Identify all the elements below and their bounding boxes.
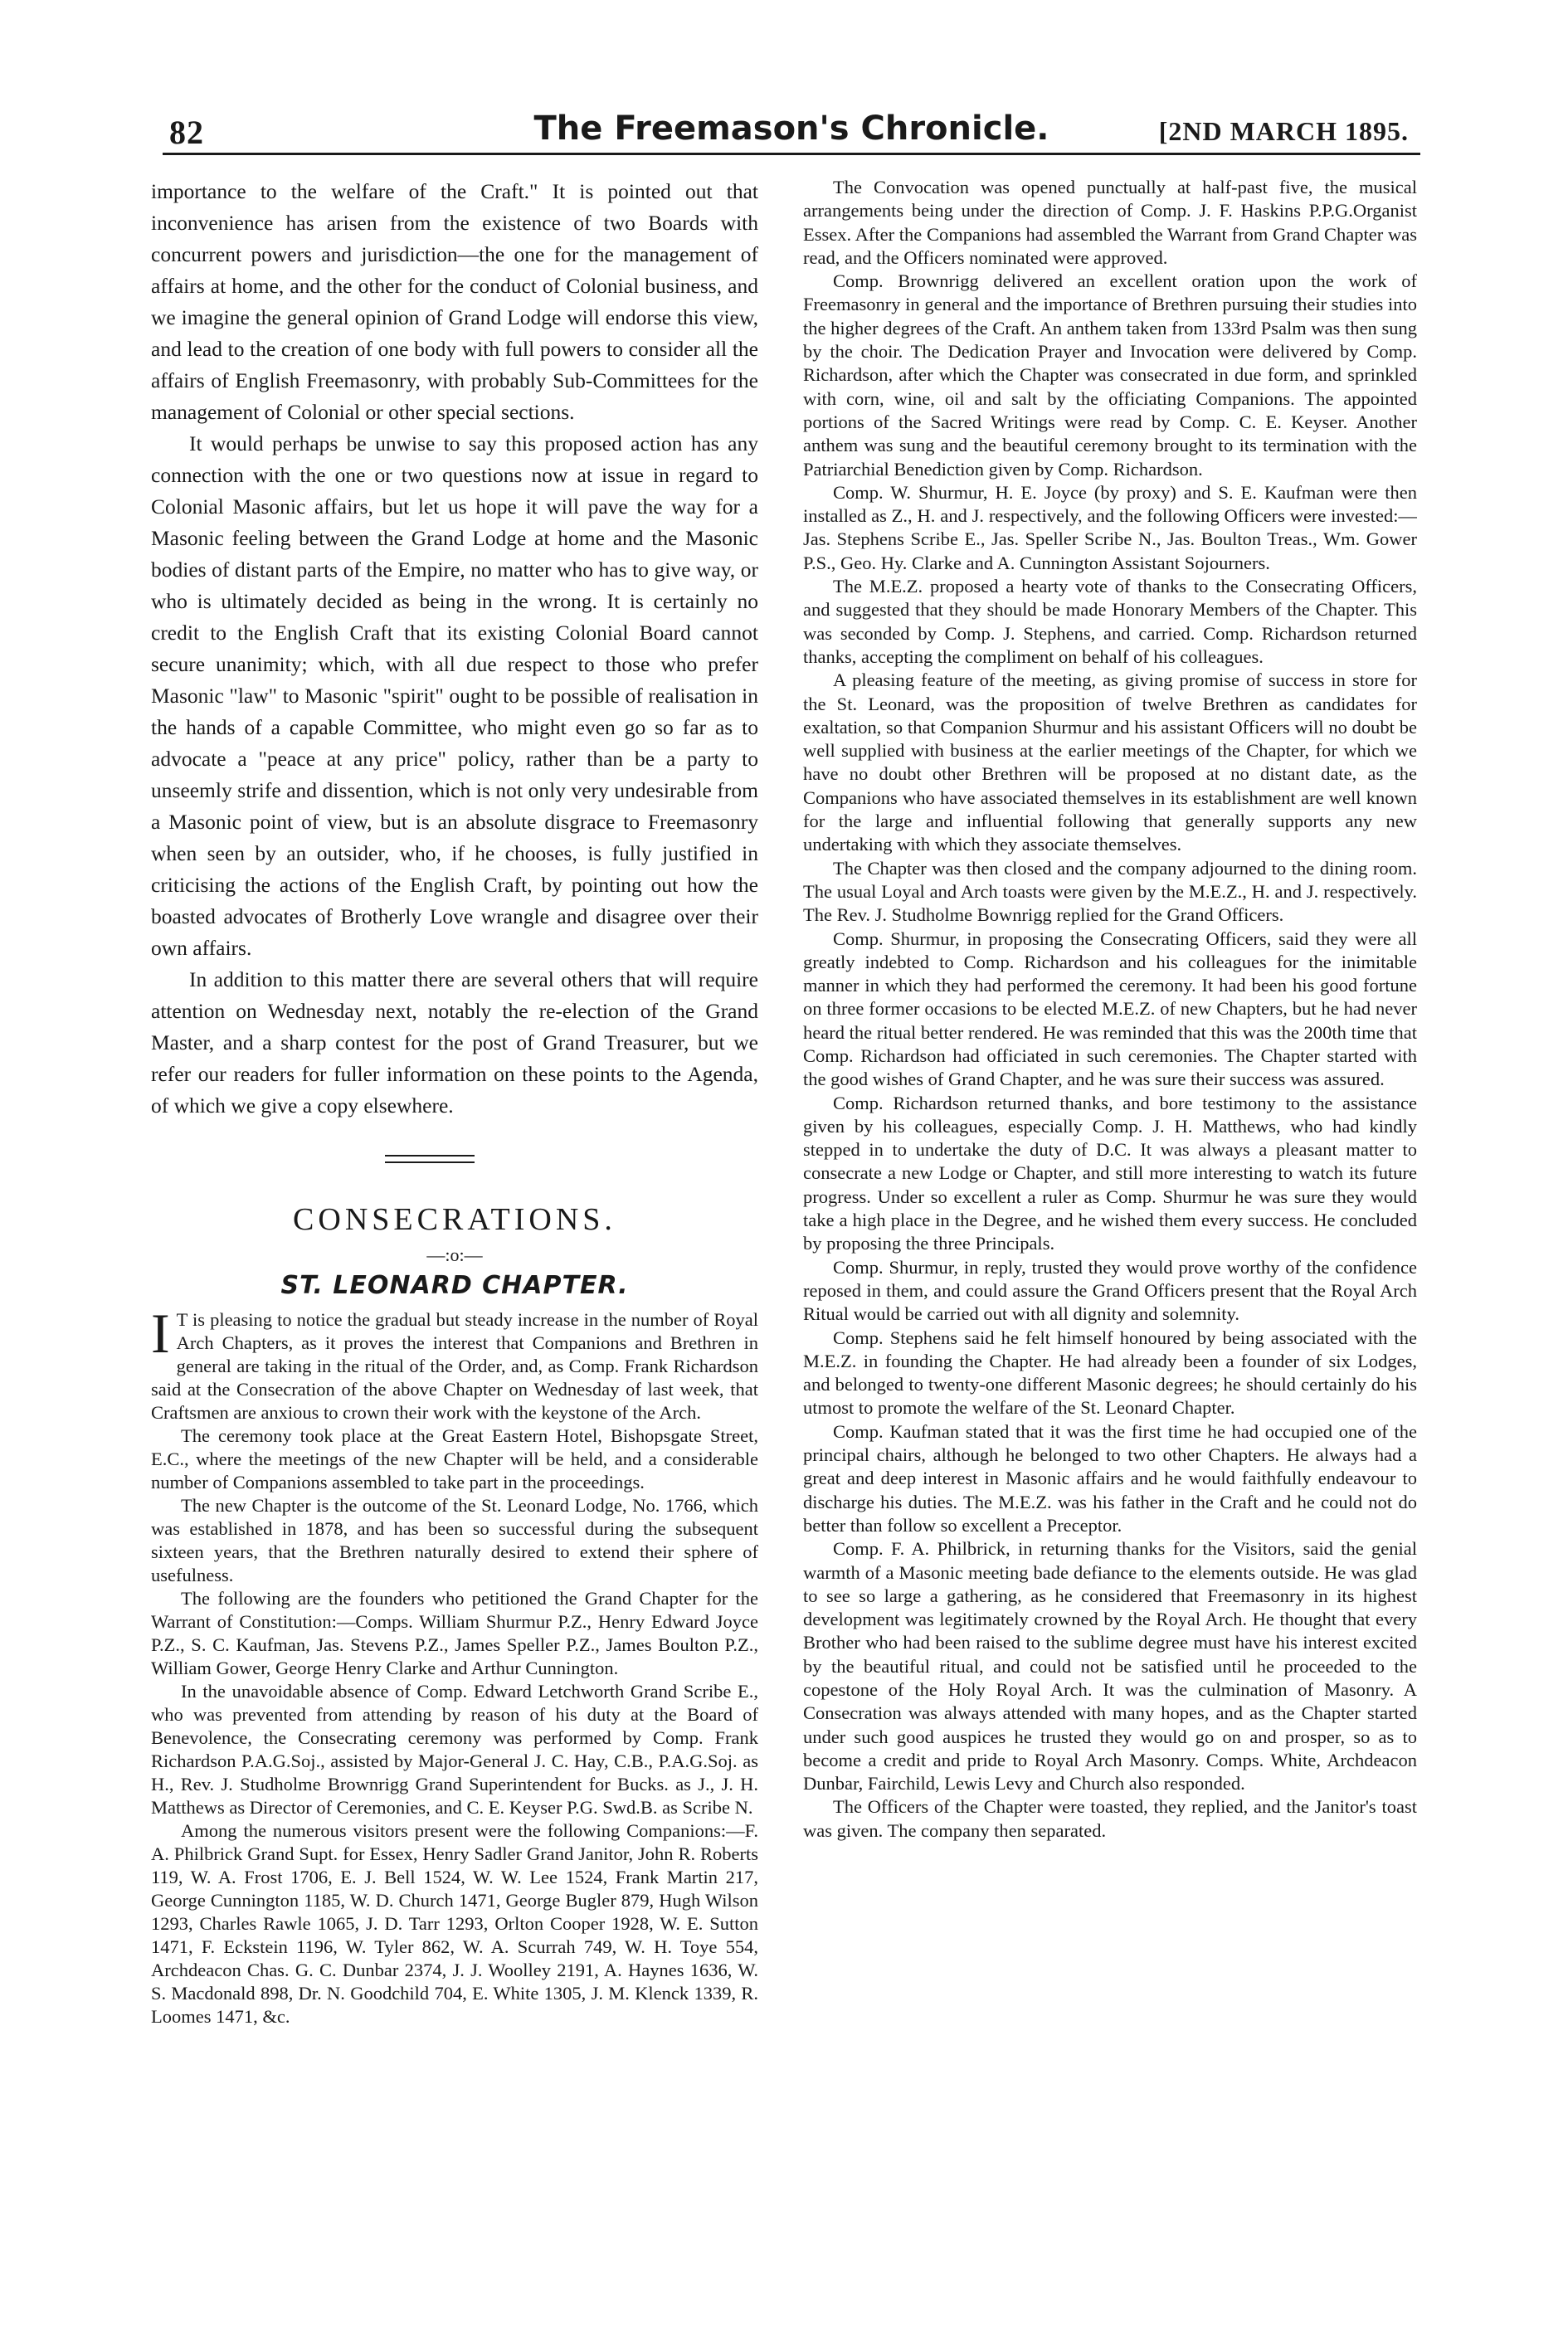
article-paragraph: Comp. Kaufman stated that it was the first time he had occupied one of the principal chairs, although he belonged to two other Chapters. He always had a great and deep interest in Masonic affairs and he would faithfully endeavour to discharge his duties. The M.E.Z. was his father in the Craft and he could not do better than follow so excellent a Preceptor.	[803, 1420, 1417, 1536]
article-heading: ST. LEONARD CHAPTER.	[280, 1271, 629, 1300]
article-paragraph: Comp. Richardson returned thanks, and bore testimony to the assistance given by his colleagues, especially Comp. J. H. Matthews, who had kindly stepped in to undertake the duty of D.C. It was always a pleasant matter to consecrate a new Lodge or Chapter, and still more interesting to watch its future progress. Under so excellent a ruler as Comp. Shurmur he was sure they would take a high place in the Degree, and he wished them every success. He concluded by proposing the three Principals.	[803, 1092, 1417, 1254]
editorial-paragraph: It would perhaps be unwise to say this proposed action has any connection with the one or two questions now at issue in regard to Colonial Masonic affairs, but let us hope it will pave the way for a Masonic feeling between the Grand Lodge at home and the Masonic bodies of distant parts of the Empire, no matter who has to give way, or who is ultimately decided as being in the wrong. It is certainly no credit to the English Craft that its existing Colonial Board cannot secure unanimity; which, with all due respect to those who prefer Masonic "law" to Masonic "spirit" ought to be possible of realisation in the hands of a capable Committee, who might even go so far as to advocate a "peace at any price" policy, rather than be a party to unseemly strife and dissention, which is not only very undesirable from a Masonic point of view, but is an absolute disgrace to Freemasonry when seen by an outsider, who, if he chooses, is fully justified in criticising the actions of the English Craft, by pointing out how the boasted advocates of Brotherly Love wrangle and disagree over their own affairs.	[151, 431, 758, 960]
article-paragraph: The Officers of the Chapter were toasted, they replied, and the Janitor's toast was given. The company then separated.	[803, 1796, 1417, 1841]
article-paragraph: Comp. Stephens said he felt himself honoured by being associated with the M.E.Z. in founding the Chapter. He had already been a founder of six Lodges, and belonged to twenty-one different Masonic degrees; he should certainly do his utmost to promote the welfare of the St. Leonard Chapter.	[803, 1327, 1417, 1419]
editorial-paragraph: importance to the welfare of the Craft." It is pointed out that inconvenience has arisen from the existence of two Boards with concurrent powers and jurisdiction—the one for the management of affairs at home, and the other for the conduct of Colonial business, and we imagine the general opinion of Grand Lodge will endorse this view, and lead to the creation of one body with full powers to consider all the affairs of English Freemasonry, with probably Sub-Committees for the management of Colonial or other special sections.	[151, 179, 758, 424]
editorial-paragraph: In addition to this matter there are several others that will require attention on Wednesday next, notably the re-election of the Grand Master, and a sharp contest for the post of Grand Treasurer, but we refer our readers for fuller information on these points to the Agenda, of which we give a copy elsewhere.	[151, 967, 758, 1118]
ornament-divider: —:o:—	[426, 1244, 483, 1265]
issue-date: [2ND MARCH 1895.	[1158, 116, 1409, 146]
article-paragraph: The M.E.Z. proposed a hearty vote of thanks to the Consecrating Officers, and suggested that they should be made Honorary Members of the Chapter. This was seconded by Comp. J. Stephens, and carried. Comp. Richardson returned thanks, accepting the compliment on behalf of his colleagues.	[803, 576, 1417, 667]
page-header	[163, 106, 1420, 156]
right-column	[803, 176, 1417, 2333]
article-paragraph: The following are the founders who petitioned the Grand Chapter for the Warrant of Constitution:—Comps. William Shurmur P.Z., Henry Edward Joyce P.Z., S. C. Kaufman, Jas. Stevens P.Z., James Speller P.Z., James Boulton P.Z., William Gower, George Henry Clarke and Arthur Cunnington.	[151, 1588, 758, 1678]
article-paragraph: Among the numerous visitors present were the following Companions:—F. A. Philbrick Grand Supt. for Essex, Henry Sadler Grand Janitor, John R. Roberts 119, W. A. Frost 1706, E. J. Bell 1524, W. W. Lee 1524, Frank Martin 217, George Cunnington 1185, W. D. Church 1471, George Bugler 879, Hugh Wilson 1293, Charles Rawle 1065, J. D. Tarr 1293, Orlton Cooper 1928, W. E. Sutton 1471, F. Eckstein 1196, W. Tyler 862, W. A. Scurrah 749, W. H. Toye 554, Archdeacon Chas. G. C. Dunbar 2374, J. J. Woolley 2191, A. Haynes 1636, W. S. Macdonald 898, Dr. N. Goodchild 704, E. White 1305, J. M. Klenck 1339, R. Loomes 1471, &c.	[151, 1820, 758, 2027]
left-column	[151, 176, 758, 2333]
article-paragraph: The new Chapter is the outcome of the St. Leonard Lodge, No. 1766, which was established in 1878, and has been so successful during the subsequent sixteen years, that the Brethren naturally desired to extend their sphere of usefulness.	[151, 1495, 758, 1585]
article-paragraph: The Convocation was opened punctually at half-past five, the musical arrangements being under the direction of Comp. J. F. Haskins P.P.G.Organist Essex. After the Companions had assembled the Warrant from Grand Chapter was read, and the Officers nominated were approved.	[803, 177, 1417, 268]
article-paragraph: The ceremony took place at the Great Eastern Hotel, Bishopsgate Street, E.C., where the meetings of the new Chapter will be held, and a considerable number of Companions assembled to take part in the proceedings.	[151, 1425, 758, 1493]
article-paragraph: The Chapter was then closed and the company adjourned to the dining room. The usual Loyal and Arch toasts were given by the M.E.Z., H. and J. respectively. The Rev. J. Studholme Bownrigg replied for the Grand Officers.	[803, 857, 1417, 926]
article-paragraph: Comp. Shurmur, in proposing the Consecrating Officers, said they were all greatly indebted to Comp. Richardson and his colleagues for the inimitable manner in which they had performed the ceremony. It had been his good fortune on three former occasions to be elected M.E.Z. of new Chapters, but he had never heard the ritual better rendered. He was reminded that this was the 200th time that Comp. Richardson had officiated in such ceremonies. The Chapter started with the good wishes of Grand Chapter, and he was sure their success was assured.	[803, 928, 1417, 1090]
article-paragraph: Comp. Shurmur, in reply, trusted they would prove worthy of the confidence reposed in them, and could assure the Grand Officers present that the Royal Arch Ritual would be carried out with all dignity and solemnity.	[803, 1256, 1417, 1325]
page-number: 82	[169, 114, 204, 151]
header-rule	[163, 153, 1420, 155]
article-body	[151, 1302, 758, 2028]
article-lead-paragraph	[151, 1302, 758, 1424]
section-heading: CONSECRATIONS.	[293, 1202, 616, 1237]
article-paragraph: Comp. Brownrigg delivered an excellent oration upon the work of Freemasonry in general and the importance of Brethren pursuing their studies into the higher degrees of the Craft. An anthem taken from 133rd Psalm was then sung by the choir. The Dedication Prayer and Invocation were delivered by Comp. Richardson, after which the Chapter was consecrated in due form, and sprinkled with corn, wine, oil and salt by the officiating Companions. The appointed portions of the Sacred Writings were read by Comp. C. E. Keyser. Another anthem was sung and the beautiful ceremony brought to its termination with the Patriarchial Benediction given by Comp. Richardson.	[803, 270, 1417, 480]
article-paragraph: A pleasing feature of the meeting, as giving promise of success in store for the St. Leonard, was the proposition of twelve Brethren as candidates for exaltation, so that Companion Shurmur and his assistant Officers will no doubt be well supplied with business at the earlier meetings of the Chapter, for which we have no doubt other Brethren will be proposed at no distant date, as the Companions who have associated themselves in its establishment are well known for the large and influential following that generally supports any new undertaking with which they associate themselves.	[803, 670, 1417, 855]
drop-cap: I	[151, 1302, 170, 1365]
masthead-title: The Freemason's Chronicle.	[533, 110, 1049, 148]
article-paragraph: Comp. W. Shurmur, H. E. Joyce (by proxy) and S. E. Kaufman were then installed as Z., H. and J. respectively, and the following Officers were invested:—Jas. Stephens Scribe E., Jas. Speller Scribe N., Jas. Boulton Treas., Wm. Gower P.S., Geo. Hy. Clarke and A. Cunnington Assistant Sojourners.	[803, 481, 1417, 573]
article-paragraph: Comp. F. A. Philbrick, in returning thanks for the Visitors, said the genial warmth of a Masonic meeting bade defiance to the elements outside. He was glad to see so large a gathering, as he considered that Freemasonry in its highest development was legitimately crowned by the Royal Arch. He thought that every Brother who had been raised to the sublime degree must have his interest excited by the beautiful ritual, and could not be satisfied until he proceeded to the copestone of the Holy Royal Arch. It was the culmination of Masonry. A Consecration was always attended with many hopes, and as the Chapter started under such good auspices he trusted they would go on and prosper, so as to become a credit and pride to Royal Arch Masonry. Comps. White, Archdeacon Dunbar, Fairchild, Lewis Levy and Church also responded.	[803, 1538, 1417, 1794]
section-divider	[151, 1145, 758, 1178]
lead-text: T is pleasing to notice the gradual but steady increase in the number of Royal Arch Chapters, as it proves the interest that Companions and Brethren in general are taking in the ritual of the Order, and, as Comp. Frank Richardson said at the Consecration of the above Chapter on Wednesday of last week, that Craftsmen are anxious to crown their work with the keystone of the Arch.	[151, 1309, 758, 1423]
article-paragraph: In the unavoidable absence of Comp. Edward Letchworth Grand Scribe E., who was prevented from attending by reason of his duty at the Board of Benevolence, the Consecrating ceremony was performed by Comp. Frank Richardson P.A.G.Soj., assisted by Major-General J. C. Hay, C.B., P.A.G.Soj. as H., Rev. J. Studholme Brownrigg Grand Superintendent for Bucks. as J., J. H. Matthews as Director of Ceremonies, and C. E. Keyser P.G. Swd.B. as Scribe N.	[151, 1681, 758, 1818]
